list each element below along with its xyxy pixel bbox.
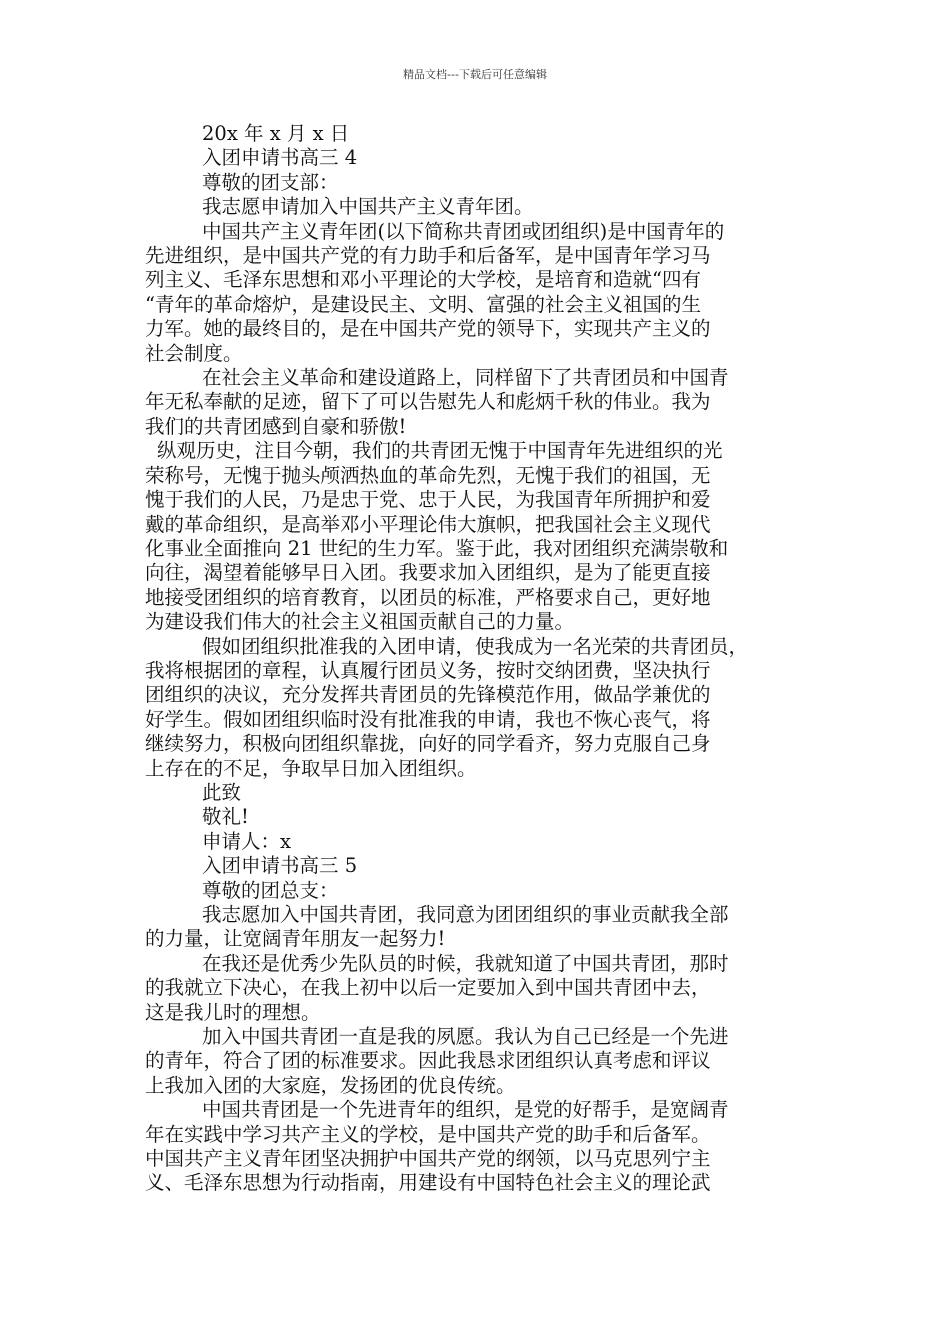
text-line: 年无私奉献的足迹，留下了可以告慰先人和彪炳千秋的伟业。我为 (145, 390, 711, 414)
text-line: 愧于我们的人民，乃是忠于党、忠于人民，为我国青年所拥护和爱 (145, 488, 711, 512)
text-line: 年在实践中学习共产主义的学校，是中国共产党的助手和后备军。 (145, 1122, 711, 1146)
text-line: 在我还是优秀少先队员的时候，我就知道了中国共青团，那时 (202, 951, 729, 975)
text-line: 加入中国共青团一直是我的夙愿。我认为自己已经是一个先进 (202, 1025, 729, 1049)
text-line: 此致 (202, 780, 242, 804)
text-line: 入团申请书高三 5 (202, 854, 358, 878)
text-line: 力军。她的最终目的，是在中国共产党的领导下，实现共产主义的 (145, 317, 711, 341)
text-line: 好学生。假如团组织临时没有批准我的申请，我也不恢心丧气，将 (145, 707, 711, 731)
text-line: 先进组织，是中国共产党的有力助手和后备军，是中国青年学习马 (145, 244, 711, 268)
text-line: 为建设我们伟大的社会主义祖国贡献自己的力量。 (145, 610, 575, 634)
text-line: 纵观历史，注目今朝，我们的共青团无愧于中国青年先进组织的光 (157, 439, 723, 463)
text-line: 中国共产主义青年团坚决拥护中国共产党的纲领，以马克思列宁主 (145, 1147, 711, 1171)
text-line: 我们的共青团感到自豪和骄傲! (145, 414, 407, 438)
text-line: 向往，渴望着能够早日入团。我要求加入团组织，是为了能更直接 (145, 561, 711, 585)
text-line: 团组织的决议，充分发挥共青团员的先锋模范作用，做品学兼优的 (145, 683, 711, 707)
text-line: 地接受团组织的培育教育，以团员的标准，严格要求自己，更好地 (145, 585, 711, 609)
text-line: 的青年，符合了团的标准要求。因此我恳求团组织认真考虑和评议 (145, 1049, 711, 1073)
text-line: 荣称号，无愧于抛头颅洒热血的革命先烈，无愧于我们的祖国，无 (145, 463, 711, 487)
text-line: 义、毛泽东思想为行动指南，用建设有中国特色社会主义的理论武 (145, 1171, 711, 1195)
text-line: 社会制度。 (145, 341, 243, 365)
text-line: 20x 年 x 月 x 日 (202, 122, 350, 145)
text-line: 戴的革命组织，是高举邓小平理论伟大旗帜，把我国社会主义现代 (145, 512, 711, 536)
text-line: 化事业全面推向 21 世纪的生力军。鉴于此，我对团组织充满崇敬和 (145, 536, 729, 560)
text-line: 我将根据团的章程，认真履行团员义务，按时交纳团费，坚决执行 (145, 658, 711, 682)
text-line: 假如团组织批准我的入团申请，使我成为一名光荣的共青团员， (202, 634, 749, 658)
text-line: 上存在的不足，争取早日加入团组织。 (145, 756, 477, 780)
text-line: 我志愿申请加入中国共产主义青年团。 (202, 195, 534, 219)
text-line: 敬礼! (202, 805, 249, 829)
text-line: 继续努力，积极向团组织靠拢，向好的同学看齐，努力克服自己身 (145, 732, 711, 756)
page-header: 精品文档---下载后可任意编辑 (403, 68, 547, 81)
text-line: 中国共青团是一个先进青年的组织，是党的好帮手，是宽阔青 (202, 1098, 729, 1122)
text-line: 尊敬的团支部： (202, 170, 339, 194)
text-line: “青年的革命熔炉，是建设民主、文明、富强的社会主义祖国的生 (145, 292, 701, 316)
text-line: 尊敬的团总支： (202, 878, 339, 902)
text-line: 上我加入团的大家庭，发扬团的优良传统。 (145, 1073, 516, 1097)
text-line: 列主义、毛泽东思想和邓小平理论的大学校，是培育和造就“四有 (145, 268, 701, 292)
text-line: 入团申请书高三 4 (202, 146, 358, 170)
text-line: 的力量，让宽阔青年朋友一起努力! (145, 927, 446, 951)
text-line: 的我就立下决心，在我上初中以后一定要加入到中国共青团中去， (145, 976, 711, 1000)
text-line: 我志愿加入中国共青团，我同意为团团组织的事业贡献我全部 (202, 903, 729, 926)
text-line: 中国共产主义青年团(以下简称共青团或团组织)是中国青年的 (202, 219, 725, 243)
document-body (145, 122, 810, 1196)
text-line: 在社会主义革命和建设道路上，同样留下了共青团员和中国青 (202, 366, 729, 390)
text-line: 申请人：x (202, 829, 291, 853)
text-line: 这是我儿时的理想。 (145, 1000, 321, 1024)
